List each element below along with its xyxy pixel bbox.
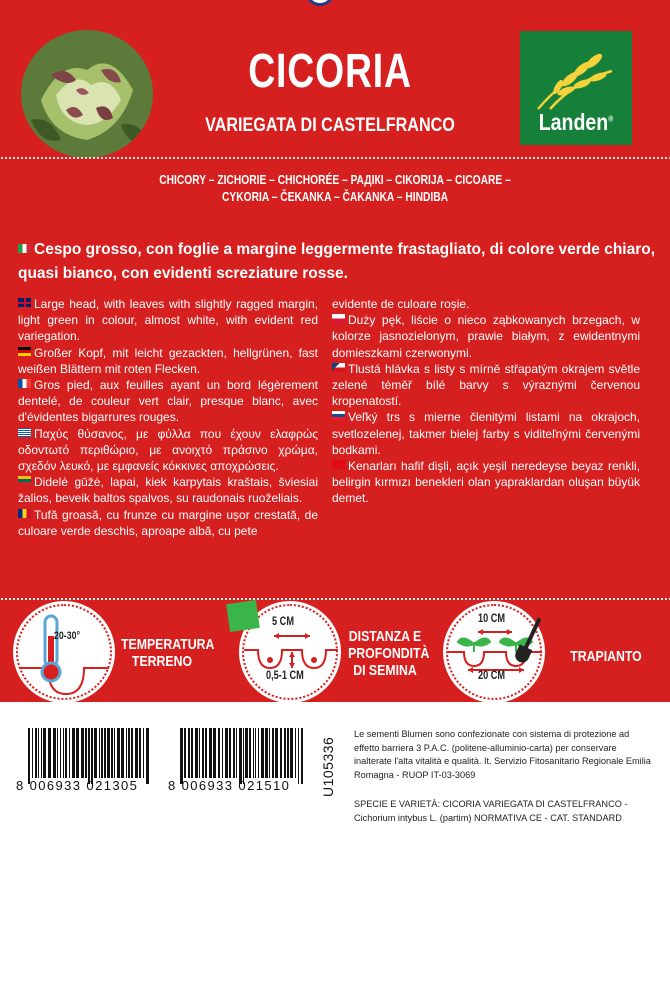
italy-flag-icon	[18, 244, 31, 253]
translation-paragraph	[332, 312, 640, 361]
common-names-line2: CYKORIA – ČEKANKA – ČAKANKA – HINDIBA	[221, 190, 449, 204]
barcode-bar	[295, 728, 296, 778]
barcode-bar	[239, 728, 242, 784]
barcode-bar	[63, 728, 64, 778]
barcode-bar	[213, 728, 216, 778]
barcode-bar	[111, 728, 113, 778]
barcode-bar	[101, 728, 103, 778]
barcode-bar	[184, 728, 186, 778]
barcode-bar	[114, 728, 115, 778]
barcode-bar	[199, 728, 200, 778]
translation-text: Tlustá hlávka s listy s mírně střapatým okrajem světle zelené téměř bílé barvy s výraznými červenou kropenatostí.	[332, 361, 640, 409]
barcode-bar	[188, 728, 190, 778]
barcode-bar	[128, 728, 130, 778]
barcode-bar	[180, 728, 183, 784]
temperature-value: 20-30°	[54, 630, 81, 642]
uk-flag-icon	[18, 298, 31, 307]
barcode-bar	[209, 728, 212, 778]
barcode-bar	[139, 728, 141, 778]
barcode-1-number: 8 006933 021305	[16, 778, 139, 793]
barcode-bar	[233, 728, 235, 778]
barcode-bar	[48, 728, 51, 778]
transplant-row-spacing: 10 CM	[478, 613, 506, 625]
barcode-bar	[72, 728, 75, 778]
common-names-line1: CHICORY – ZICHORIE – CHICHORÉE – РАДІКІ – CIKORIJA – CICOARE –	[159, 173, 511, 187]
lot-code: U105336	[320, 736, 336, 797]
barcode-bar	[258, 728, 259, 778]
ro-flag-icon	[18, 509, 31, 518]
translation-paragraph	[332, 458, 640, 507]
translation-paragraph	[332, 361, 640, 410]
barcode-bar	[60, 728, 61, 778]
barcode-bar	[146, 728, 149, 784]
thermometer-icon	[18, 606, 114, 702]
sowing-spacing: 5 CM	[272, 616, 294, 628]
transplant-label: TRAPIANTO	[570, 648, 642, 665]
translation-text: evidente de culoare roșie.	[332, 297, 470, 311]
translation-text: Duży pęk, liście o nieco ząbkowanych brzegach, w kolorze jasnozielonym, prawie białym, z ewidentnymi domieszkami czerwonymi.	[332, 313, 640, 360]
barcode-bar	[287, 728, 289, 778]
translation-paragraph	[18, 296, 318, 345]
barcode-bar	[205, 728, 207, 778]
sk-flag-icon	[332, 411, 345, 420]
species-info: SPECIE E VARIETÀ: CICORIA VARIEGATA DI CASTELFRANCO - Cichorium intybus L. (partim) NORMATIVA CE - CAT. STANDARD	[354, 799, 628, 823]
translation-text: Παχύς θύσανος, με φύλλα που έχουν ελαφρώς οδοντωτό περιθώριο, με ανοιχτό πράσινο χρώμα, σχεδόν λευκό, με εμφανείς κόκκινες αποχρώσεις.	[18, 426, 318, 474]
barcode-bar	[284, 728, 286, 778]
barcode-bar	[81, 728, 84, 778]
barcode-bar	[57, 728, 58, 778]
barcode-bar	[43, 728, 46, 778]
barcode-2	[180, 728, 304, 784]
fr-flag-icon	[18, 379, 31, 388]
barcode-bar	[104, 728, 106, 778]
barcode-bar	[229, 728, 231, 778]
landen-logo	[520, 31, 632, 145]
seed-packet-icon	[226, 600, 260, 632]
barcode-bar	[107, 728, 110, 778]
translation-paragraph	[18, 426, 318, 475]
barcode-bar	[117, 728, 120, 778]
barcode-bar	[91, 728, 93, 784]
barcode-bar	[76, 728, 79, 778]
barcode-bar	[135, 728, 138, 778]
barcode-bar	[222, 728, 223, 778]
transplant-between-rows: 20 CM	[478, 670, 506, 682]
barcode-bar	[245, 728, 248, 778]
translation-paragraph	[332, 296, 640, 312]
barcode-bar	[35, 728, 37, 778]
translation-text: Tufă groasă, cu frunze cu margine ușor crestată, de culoare verde deschis, aproape albă, cu pete	[18, 507, 318, 538]
barcode-bar	[202, 728, 204, 778]
barcode-bar	[261, 728, 264, 778]
barcode-bar	[126, 728, 127, 778]
cz-flag-icon	[332, 363, 345, 372]
barcode-bar	[272, 728, 274, 778]
tr-flag-icon	[332, 460, 345, 469]
product-variety: VARIEGATA DI CASTELFRANCO	[205, 115, 455, 136]
barcode-bar	[88, 728, 90, 784]
translation-paragraph	[18, 507, 318, 539]
barcode-bar	[236, 728, 237, 778]
translation-text: Didelė gūžė, lapai, kiek karpytais kraštais, šviesiai žalios, beveik baltos spalvos, su raudonais ruoželiais.	[18, 475, 318, 506]
translation-text: Large head, with leaves with slightly ragged margin, light green in colour, almost white, with evident red variegation.	[18, 297, 318, 344]
lt-flag-icon	[18, 476, 31, 485]
barcode-bar	[143, 728, 144, 778]
temperature-icon-circle	[16, 604, 112, 700]
barcode-bar	[121, 728, 124, 778]
translation-paragraph	[18, 377, 318, 426]
barcode-bar	[53, 728, 56, 778]
barcode-bar	[249, 728, 251, 778]
packaging-info: Le sementi Blumen sono confezionate con sistema di protezione ad effetto barriera 3 P.A.C. (politene-alluminio-carta) per conservare inalterate l'alta vitalità e qualità. It. Servizio Fitosanitario Regionale Emilia Romagna - RUOP IT-03-3069	[354, 729, 651, 780]
barcode-1	[28, 728, 152, 784]
barcode-2-number: 8 006933 021510	[168, 778, 291, 793]
barcode-bar	[65, 728, 67, 778]
translations-right-column	[332, 296, 640, 507]
barcode-bar	[255, 728, 256, 778]
barcode-bar	[265, 728, 268, 778]
temperature-label: TEMPERATURA TERRENO	[121, 636, 215, 670]
barcode-bar	[243, 728, 244, 784]
hang-hole	[305, 0, 335, 6]
barcode-bar	[38, 728, 39, 778]
barcode-bar	[195, 728, 198, 778]
barcode-bar	[269, 728, 270, 778]
gr-flag-icon	[18, 428, 31, 437]
sowing-depth: 0,5-1 CM	[266, 670, 304, 682]
translation-text: Veľký trs s mierne členitými listami na okrajoch, svetlozelenej, takmer bielej farby s viditeľnými červenými bodkami.	[332, 410, 640, 457]
divider	[0, 598, 670, 600]
barcode-bar	[28, 728, 30, 784]
translation-text: Kenarları hafif dişli, açık yeşil neredeyse beyaz renkli, belirgin kırmızı benekleri olan yapraklardan oluşan büyük demet.	[332, 459, 640, 506]
barcode-bar	[280, 728, 282, 778]
translation-paragraph	[18, 474, 318, 506]
translation-paragraph	[18, 345, 318, 377]
translations-left-column	[18, 296, 318, 539]
barcode-bar	[275, 728, 278, 778]
barcode-bar	[69, 728, 70, 778]
product-title: CICORIA	[248, 45, 412, 98]
barcode-bar	[218, 728, 220, 778]
barcode-bar	[41, 728, 42, 778]
barcode-bar	[191, 728, 193, 778]
logo-wordmark: Landen®	[538, 109, 614, 135]
translation-text: Gros pied, aux feuilles ayant un bord légèrement dentelé, de couleur vert clair, presque blanc, avec d'évidentes bigarrures rouges.	[18, 378, 318, 425]
description-italian: Cespo grosso, con foglie a margine leggermente frastagliato, di colore verde chiaro, quasi bianco, con evidenti screziature rosse.	[18, 241, 656, 282]
barcode-bar	[290, 728, 293, 778]
barcode-bar	[85, 728, 87, 778]
translation-paragraph	[332, 409, 640, 458]
translation-text: Großer Kopf, mit leicht gezackten, hellgrünen, fast weißen Blättern mit roten Flecken.	[18, 345, 318, 376]
chicory-photo	[21, 30, 153, 158]
de-flag-icon	[18, 347, 31, 356]
barcode-bar	[253, 728, 254, 778]
sowing-label: DISTANZA E PROFONDITÀ DI SEMINA	[348, 628, 430, 679]
barcode-bar	[94, 728, 97, 778]
divider	[0, 157, 670, 159]
barcode-bar	[99, 728, 100, 778]
barcode-bar	[298, 728, 299, 784]
barcode-bar	[225, 728, 228, 778]
barcode-bar	[32, 728, 33, 778]
pl-flag-icon	[332, 314, 345, 323]
barcode-bar	[131, 728, 133, 778]
barcode-bar	[301, 728, 303, 784]
